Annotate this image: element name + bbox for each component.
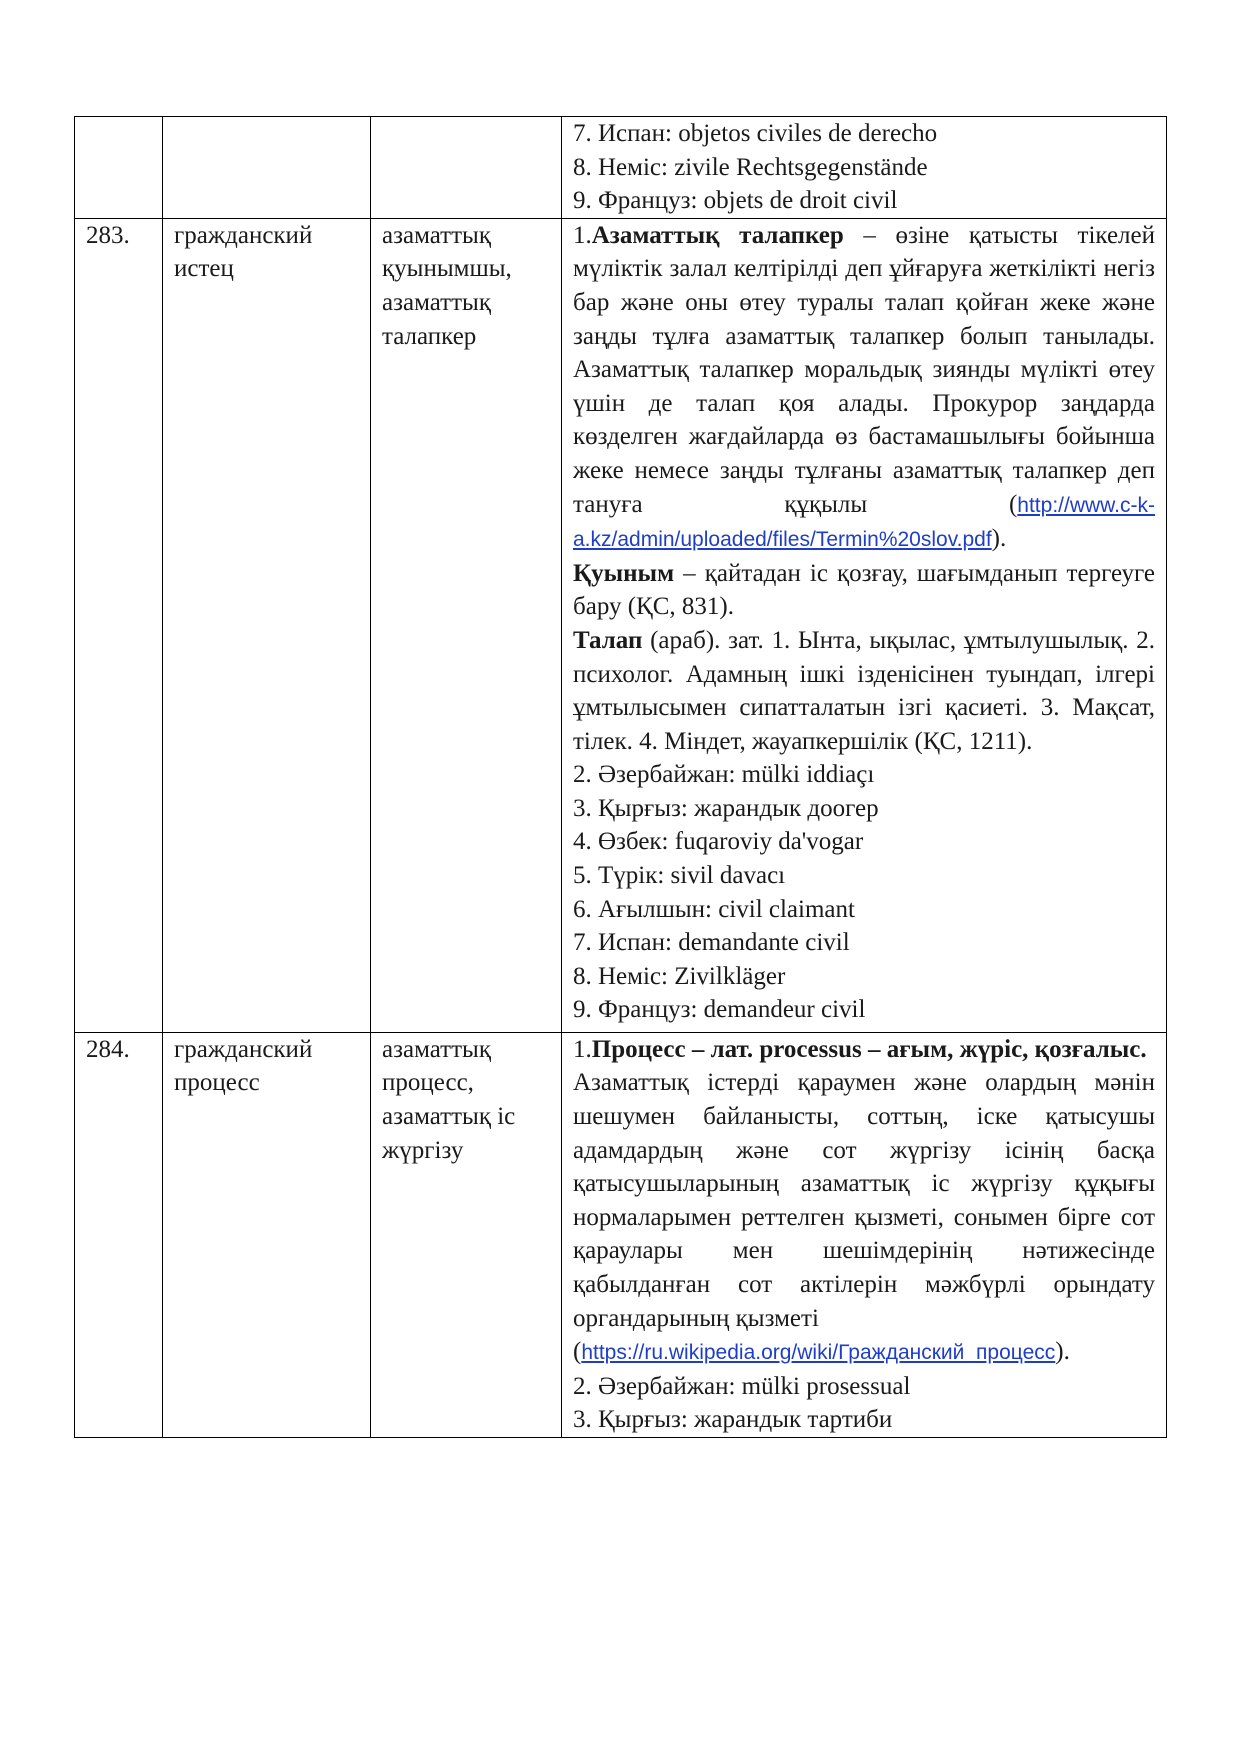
translation-kyrgyz: 3. Қырғыз: жарандык тартиби — [573, 1406, 893, 1434]
kazakh-term: азаматтық қуынымшы, азаматтық талапкер — [371, 218, 562, 1032]
number-cell — [75, 117, 163, 219]
definition-term: Процесс – лат. processus – ағым, жүріс, қозғалыс. — [591, 1035, 1147, 1063]
definition-number: 1. — [573, 221, 592, 249]
definition-term: Қуыным — [573, 559, 675, 587]
definition-3 — [573, 624, 1155, 758]
definition-1-heading — [573, 1033, 1155, 1067]
kazakh-term-cell — [371, 117, 562, 219]
table-row — [75, 1032, 1167, 1437]
dictionary-table — [74, 116, 1167, 1438]
translation-uzbek: 4. Өзбек: fuqaroviy da'vogar — [573, 828, 864, 856]
definition-1-text: Азаматтық істерді қараумен және олардың мәнін шешумен байланысты, соттың, іске қатысушы адамдардың және сот жүргізу ісінің басқа қатысушыларының азаматтық іс жүргізу құқығы нормаларымен реттелген қызметі, сонымен бірге сот қараулары мен шешімдерінің нәтижесінде қабылданған сот актілерін мәжбүрлі орындату органдарының қызметі — [573, 1069, 1155, 1332]
translation-kyrgyz: 3. Қырғыз: жарандык доогер — [573, 794, 879, 822]
translation-french: 9. Француз: objets de droit civil — [573, 187, 898, 215]
definition-term: Азаматтық талапкер — [591, 221, 844, 249]
definition-text: (араб). зат. 1. Ынта, ықылас, ұмтылушылық. 2. психолог. Адамның ішкі ізденісінен туындап, ілгері ұмтылысымен сипатталатын ізгі қасиеті. 3. Мақсат, тілек. 4. Міндет, жауапкершілік (ҚС, 1211). — [573, 626, 1155, 755]
definition-1-source — [573, 1335, 1155, 1370]
definition-cell — [562, 1032, 1167, 1437]
definition-end: ). — [991, 525, 1007, 553]
translation-azerbaijani: 2. Әзербайжан: mülki prosessual — [573, 1372, 911, 1400]
definition-1 — [573, 219, 1155, 557]
translation-spanish: 7. Испан: demandante civil — [573, 929, 850, 957]
definition-text: – өзіне қатысты тікелей мүліктік залал келтірілді деп ұйғаруға жеткілікті негіз бар және оны өтеу туралы талап қойған жеке және заңды тұлға азаматтық талапкер болып танылады. Азаматтық талапкер моральдық зиянды мүлікті өтеу үшін де талап қоя алады. Прокурор заңдарда көзделген жағдайларда өз бастамашылығы бойынша жеке немесе заңды тұлғаны азаматтық талапкер деп тануға құқылы ( — [573, 221, 1155, 518]
translation-german: 8. Неміс: zivile Rechtsgegenstände — [573, 153, 928, 181]
entry-number: 284. — [75, 1032, 163, 1437]
source-link[interactable]: http://www.c-k-a.kz/admin/uploaded/files/Termin%20slov.pdf — [573, 493, 1155, 552]
definition-term: Талап — [573, 626, 643, 654]
definition-number: 1. — [573, 1035, 592, 1063]
translation-turkish: 5. Түрік: sivil davacı — [573, 862, 786, 890]
russian-term-cell — [163, 117, 371, 219]
source-open: ( — [573, 1338, 582, 1366]
translation-english: 6. Ағылшын: civil claimant — [573, 895, 855, 923]
definition-2 — [573, 557, 1155, 624]
translation-german: 8. Неміс: Zivilkläger — [573, 962, 786, 990]
translation-spanish: 7. Испан: objetos civiles de derecho — [573, 120, 938, 147]
entry-number: 283. — [75, 218, 163, 1032]
russian-term: гражданский процесс — [163, 1032, 371, 1437]
table-row — [75, 117, 1167, 219]
table-row — [75, 218, 1167, 1032]
definition-text: – қайтадан іс қозғау, шағымданып тергеуге бару (ҚС, 831). — [573, 559, 1155, 621]
translation-french: 9. Француз: demandeur civil — [573, 996, 866, 1024]
source-link[interactable]: https://ru.wikipedia.org/wiki/Гражданский_процесс — [581, 1341, 1056, 1365]
source-close: ). — [1055, 1338, 1070, 1366]
definition-cell — [562, 218, 1167, 1032]
translation-azerbaijani: 2. Әзербайжан: mülki iddiaçı — [573, 761, 875, 789]
russian-term: гражданский истец — [163, 218, 371, 1032]
kazakh-term: азаматтық процесс, азаматтық іс жүргізу — [371, 1032, 562, 1437]
definition-cell — [562, 117, 1167, 219]
